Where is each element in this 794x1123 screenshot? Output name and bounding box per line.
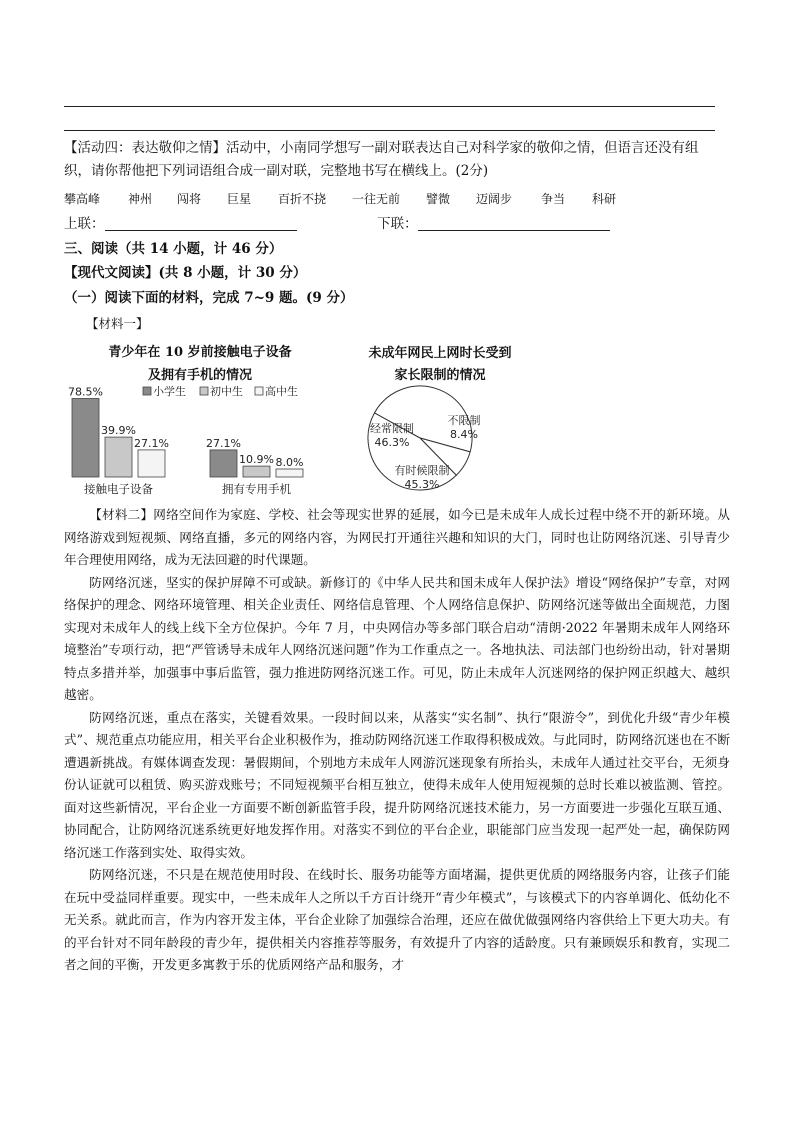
material1-label: 【材料一】	[86, 316, 149, 331]
upper-couplet-label: 上联：	[64, 216, 105, 232]
word-item: 科研	[592, 192, 617, 206]
bar	[276, 469, 303, 477]
word-item: 争当	[541, 192, 566, 206]
word-item: 攀高峰	[64, 192, 101, 206]
bar-value-label: 78.5%	[68, 385, 103, 399]
answer-line-2	[64, 130, 715, 131]
modern-reading-heading: 【现代文阅读】(共 8 小题，计 30 分）	[64, 265, 307, 281]
activity4-title: 【活动四：表达敬仰之情】	[64, 140, 226, 156]
bar-chart-title-1: 青少年在 10 岁前接触电子设备	[108, 345, 292, 360]
pie-slice-value: 8.4%	[450, 428, 478, 441]
bar	[138, 450, 165, 477]
category-label: 接触电子设备	[84, 482, 153, 496]
bar-chart-legend	[143, 384, 298, 398]
bar	[243, 466, 270, 477]
lower-couplet-label: 下联：	[377, 216, 418, 232]
legend-label-primary: 小学生	[153, 385, 186, 398]
part1-heading: （一）阅读下面的材料，完成 7~9 题。(9 分）	[64, 290, 354, 306]
bar-value-label: 39.9%	[101, 424, 136, 438]
bar	[105, 437, 132, 477]
bar-chart	[60, 380, 360, 500]
word-item: 百折不挠	[278, 192, 327, 206]
pie-slice-value: 46.3%	[374, 436, 410, 449]
activity4-line2: 织，请你帮他把下列词语组合成一副对联，完整地书写在横线上。(2分)	[64, 163, 489, 179]
word-item: 神州	[128, 192, 153, 206]
paragraph: 防网络沉迷，坚实的保护屏障不可或缺。新修订的《中华人民共和国未成年人保护法》增设“网络保护”专章，对网络保护的理念、网络环境管理、相关企业责任、网络信息管理、个人网络信息保护、防网络沉迷等做出全面规范，力图实现对未成年人的线上线下全方位保护。今年 7 月，中央网信办等多部门联合启动“清朗·2022 年暑期未成年人网络环境整治”专项行动，把“严管诱导未成年人网络沉迷问题”作为工作重点之一。各地执法、司法部门也纷纷出动，针对暑期特点多措并举，加强事中事后监管，强力推进防网络沉迷工作。可见，防止未成年人沉迷网络的保护网正织越大、越织越密。	[64, 574, 730, 702]
legend-label-high: 高中生	[265, 385, 298, 398]
material2-text	[64, 504, 730, 977]
word-item: 一往无前	[352, 192, 401, 206]
bar	[72, 399, 99, 478]
section3-heading: 三、阅读（共 14 小题，计 46 分）	[64, 241, 283, 257]
lower-couplet-blank[interactable]	[418, 216, 610, 231]
pie-chart-title-2: 家长限制的情况	[394, 368, 486, 383]
bar-value-label: 8.0%	[275, 456, 304, 469]
legend-swatch-primary	[143, 387, 151, 395]
legend-swatch-middle	[200, 387, 208, 395]
bar-value-label: 27.1%	[134, 436, 169, 450]
paragraph: 【材料二】网络空间作为家庭、学校、社会等现实世界的延展，如今已是未成年人成长过程中绕不开的新环境。从网络游戏到短视频、网络直播，多元的网络内容，为网民打开通往兴趣和知识的大门，同时也让防网络沉迷、引导青少年合理使用网络，成为无法回避的时代课题。	[64, 507, 730, 567]
pie-slice-name: 经常限制	[370, 422, 414, 435]
bar-value-label: 10.9%	[239, 453, 274, 467]
couplet-answer-row	[64, 214, 734, 235]
pie-slice-name: 不限制	[447, 414, 481, 427]
word-item: 巨星	[227, 192, 252, 206]
activity4-line1-text: 活动中，小南同学想写一副对联表达自己对科学家的敬仰之情，但语言还没有组	[226, 140, 699, 156]
category-label: 拥有专用手机	[222, 482, 291, 496]
pie-chart	[350, 380, 530, 500]
activity4-line1	[64, 138, 734, 159]
word-item: 闯将	[177, 192, 202, 206]
paragraph: 防网络沉迷，重点在落实，关键看效果。一段时间以来，从落实“实名制”、执行“限游令”，到优化升级“青少年模式”、规范重点功能应用，相关平台企业积极作为，推动防网络沉迷工作取得积极成效。与此同时，防网络沉迷也在不断遭遇新挑战。有媒体调查发现：暑假期间，个别地方未成年人网游沉迷现象有所抬头，未成年人通过社交平台，无须身份认证就可以租赁、购买游戏账号；不同短视频平台相互独立，使得未成年人使用短视频的总时长难以被监测、管控。面对这些新情况，平台企业一方面要不断创新监管手段，提升防网络沉迷技术能力，另一方面要进一步强化互联互通、协同配合，让防网络沉迷系统更好地发挥作用。对落实不到位的平台企业，职能部门应当发现一起严处一起，确保防网络沉迷工作落到实处、取得实效。	[64, 709, 730, 860]
bar	[210, 450, 237, 477]
legend-swatch-high	[255, 387, 263, 395]
bar-chart-title-2: 及拥有手机的情况	[147, 368, 252, 383]
word-item: 迈阔步	[476, 192, 513, 206]
word-item: 譬微	[426, 192, 451, 206]
paragraph: 防网络沉迷，不只是在规范使用时段、在线时长、服务功能等方面堵漏，提供更优质的网络服务内容，让孩子们能在玩中受益同样重要。现实中，一些未成年人之所以千方百计绕开“青少年模式”，与该模式下的内容单调化、低幼化不无关系。就此而言，作为内容开发主体，平台企业除了加强综合治理，还应在做优做强网络内容供给上下更大功夫。有的平台针对不同年龄段的青少年，提供相关内容推荐等服务，有效提升了内容的适龄度。只有兼顾娱乐和教育，实现二者之间的平衡，开发更多寓教于乐的优质网络产品和服务，才	[64, 867, 730, 972]
pie-slice-value: 45.3%	[404, 478, 440, 491]
answer-line-1	[64, 106, 715, 107]
pie-slice-name: 有时候限制	[394, 464, 450, 477]
legend-label-middle: 初中生	[210, 385, 243, 398]
pie-chart-title-1: 未成年网民上网时长受到	[368, 346, 512, 361]
upper-couplet-blank[interactable]	[105, 216, 297, 231]
bar-value-label: 27.1%	[206, 436, 241, 450]
